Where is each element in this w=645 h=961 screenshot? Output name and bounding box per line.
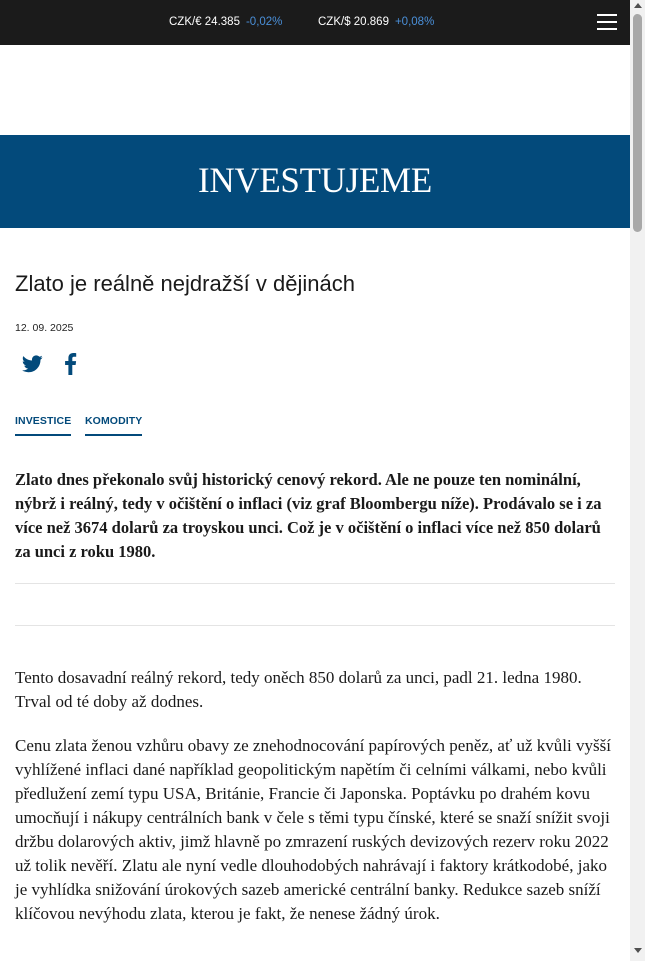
scrollbar-thumb[interactable] — [633, 14, 642, 232]
ticker-usd-rate: CZK/$ 20.869 — [318, 16, 389, 28]
scroll-up-arrow-icon[interactable] — [634, 3, 642, 8]
divider — [15, 583, 615, 584]
ticker-eur-rate: CZK/€ 24.385 — [169, 16, 240, 28]
ad-space — [0, 45, 630, 135]
article-paragraph: Cenu zlata ženou vzhůru obavy ze znehodnocování papírových peněz, ať už kvůli vyšší vyhlížené inflaci dané například geopolitickým napětím či celními válkami, nebo kvůli předlužení zemí typu USA, Británie, Francie či Japonska. Poptávku po drahém kovu umocňují i nákupy centrálních bank v čele s těmi typu čínské, které se snaží snížit svoji držbu dolarových aktiv, jimž hlavně po zmrazení ruských devizových rezerv roku 2022 už tolik nevěří. Zlatu ale nyní vedle dlouhodobých nahrávají i faktory krátkodobé, jako je vyhlídka snižování úrokových sazeb americké centrální banky. Redukce sazeb sníží klíčovou nevýhodu zlata, kterou je fakt, že nenese žádný úrok. — [15, 736, 611, 923]
site-logo[interactable]: INVESTUJEME — [198, 160, 432, 201]
facebook-icon[interactable] — [64, 353, 77, 375]
top-ticker-bar — [0, 0, 630, 45]
article-paragraph: Tento dosavadní reálný rekord, tedy oněch 850 dolarů za unci, padl 21. ledna 1980. Trval od té doby až dodnes. — [15, 668, 582, 711]
twitter-icon[interactable] — [22, 354, 43, 374]
scroll-down-arrow-icon[interactable] — [634, 948, 642, 953]
article-title: Zlato je reálně nejdražší v dějinách — [15, 271, 355, 296]
article-lead: Zlato dnes překonalo svůj historický cenový rekord. Ale ne pouze ten nominální, nýbrž i reálný, tedy v očištění o inflaci (viz graf Bloombergu níže). Prodávalo se i za více než 3674 dolarů za troyskou unci. Což je v očištění o inflaci více než 850 dolarů za unci z roku 1980. — [15, 470, 602, 561]
ticker-eur-change: -0,02% — [245, 16, 283, 28]
tag-komodity[interactable]: KOMODITY — [85, 415, 142, 436]
hamburger-menu-icon[interactable] — [597, 14, 617, 31]
ticker-usd-change: +0,08% — [394, 16, 435, 28]
ticker-eur[interactable] — [169, 15, 282, 29]
ticker-usd[interactable] — [318, 15, 434, 29]
brand-header — [0, 135, 630, 228]
article-date: 12. 09. 2025 — [15, 322, 74, 334]
tag-investice[interactable]: INVESTICE — [15, 415, 71, 436]
divider — [15, 625, 615, 626]
